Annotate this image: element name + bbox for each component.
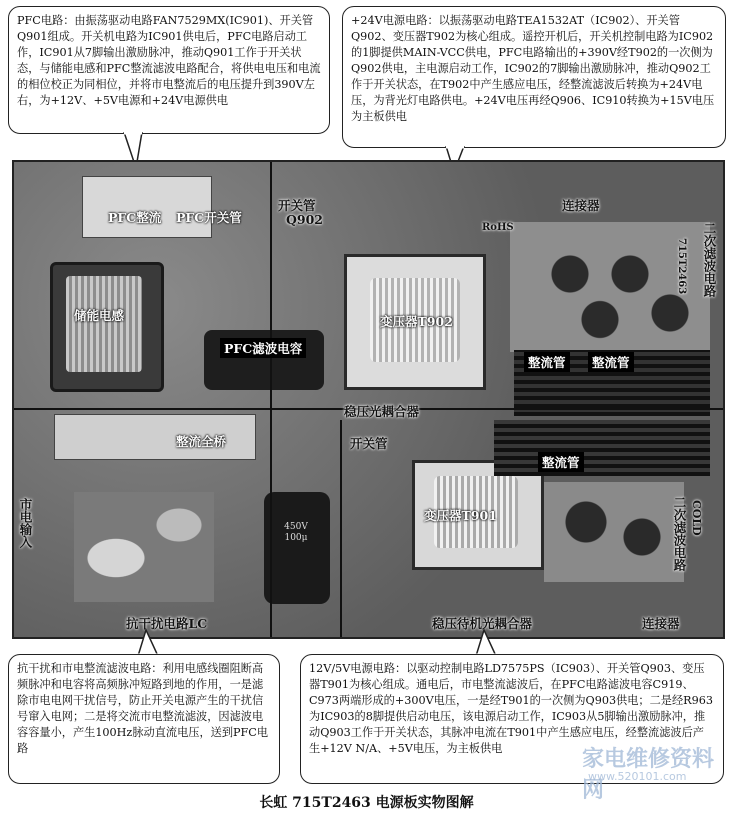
divider-v-2 xyxy=(340,420,342,637)
power-board-photo xyxy=(12,160,725,639)
label-standby-optocoupler: 稳压待机光耦合器 xyxy=(432,616,533,631)
label-storage-inductor: 储能电感 xyxy=(74,308,125,323)
label-emi-lc: 抗干扰电路LC xyxy=(126,616,208,631)
callout-24v-circuit xyxy=(342,6,726,148)
label-rectifier-3: 整流管 xyxy=(538,452,584,472)
storage-inductor-coil xyxy=(66,276,142,372)
label-mains-input: 市电输入 xyxy=(18,498,33,548)
large-capacitor-print: 450V 100μ xyxy=(284,522,308,543)
label-pfc-switch: PFC开关管 xyxy=(176,210,242,225)
divider-v-1 xyxy=(270,162,272,637)
callout-12v5v-text: 12V/5V电源电路：以驱动控制电路LD7575PS（IC903）、开关管Q903、变压器T901为核心组成。通电后，市电整流滤波后，在PFC电路滤波电容C919、C973两端形成的+300V电压，一是经T901的一次侧为Q903供电；二是经R963为IC903的8脚提供启动电压，该电源启动工作，IC903从5脚输出激励脉冲，推动Q903工作于开关状态，其脉冲电流在T901中产生感应电压，经整流滤波后产生+12V N/A、+5V电压，为主板供电 xyxy=(309,662,713,755)
watermark-domain: www.520101.com xyxy=(588,770,687,783)
large-capacitor-shape xyxy=(264,492,330,604)
callout-emi-filter xyxy=(8,654,280,784)
label-secondary-filter-top: 二次滤波电路 xyxy=(702,222,717,297)
callout-pfc-text: PFC电路：由振荡驱动电路FAN7529MX(IC901)、开关管Q901组成。开关机电路为IC901供电后，PFC电路启动工作，IC901从7脚输出激励脉冲，推动Q901工作于开关状态，与储能电感和PFC整流滤波电路配合，将供电电压和电流的相位校正为同相位，并将市电整流后的电压提升到390V左右，为+12V、+5V电源和+24V电源供电 xyxy=(17,14,321,107)
callout-pfc-circuit xyxy=(8,6,330,134)
label-connector-bottom: 连接器 xyxy=(642,616,680,631)
heatsink-top-left xyxy=(82,176,212,238)
callout-24v-text: +24V电源电路：以振荡驱动电路TEA1532AT（IC902）、开关管Q902、变压器T902为核心组成。遥控开机后，开关机控制电路为IC902的1脚提供MAIN-VCC供电，PFC电路输出的+390V经T902的一次侧为Q902供电，主电源启动工作，IC902的7脚输出激励脉冲，推动Q902工作于开关状态，在T902中产生感应电压，经整流滤波后转换为+24V电压，为背光灯电路供电。+24V电压再经Q906、IC910转换为+15V电压为主板供电 xyxy=(351,14,715,123)
label-switch-q902-line1: 开关管 xyxy=(278,198,316,213)
label-switch-q902-line2: Q902 xyxy=(286,212,323,227)
watermark-site: 家电维修资料网 xyxy=(582,747,715,803)
label-switch-lower: 开关管 xyxy=(350,436,388,451)
label-regulator-optocoupler: 稳压光耦合器 xyxy=(344,404,420,419)
capacitor-cluster-bottom xyxy=(544,482,684,582)
label-transformer-t902: 变压器T902 xyxy=(380,314,453,329)
label-transformer-t901: 变压器T901 xyxy=(424,508,497,523)
heatsink-lower-right xyxy=(494,420,710,476)
label-secondary-filter-bottom: 二次滤波电路 xyxy=(672,496,687,571)
label-rectifier-2: 整流管 xyxy=(588,352,634,372)
board-print-model: 715T2463 xyxy=(676,238,687,295)
label-pfc-rectifier: PFC整流 xyxy=(108,210,162,225)
callout-emi-text: 抗干扰和市电整流滤波电路：利用电感线圈阻断高频脉冲和电容将高频脉冲短路到地的作用，一是滤除市电电网干扰信号，防止开关电源产生的干扰信号窜入电网；二是将交流市电整流滤波，因滤波电容容量小，产生100Hz脉动直流电压，送到PFC电路 xyxy=(17,662,269,755)
board-print-rohs: RoHS xyxy=(482,222,514,233)
label-rectifier-1: 整流管 xyxy=(524,352,570,372)
emi-filter-coils xyxy=(74,492,214,602)
label-pfc-filter-capacitor: PFC滤波电容 xyxy=(220,338,306,358)
figure-caption: 长虹 715T2463 电源板实物图解 xyxy=(259,795,474,811)
board-print-cold: COLD xyxy=(690,500,703,536)
label-bridge-rectifier: 整流全桥 xyxy=(176,434,227,449)
label-connector-top: 连接器 xyxy=(562,198,600,213)
